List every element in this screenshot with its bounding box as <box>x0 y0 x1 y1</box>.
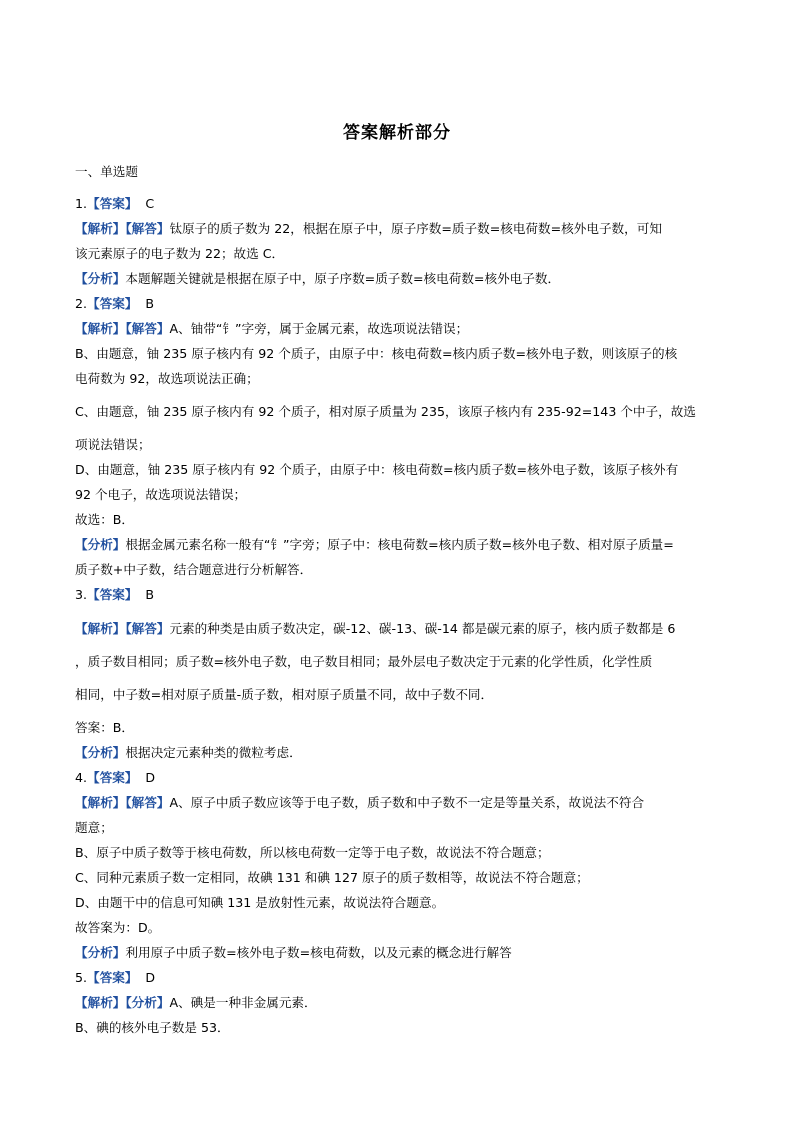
q2-d-line2: 92 个电子，故选项说法错误； <box>75 487 247 502</box>
q1-analysis <box>75 271 560 287</box>
answer-label: 【答案】 <box>87 196 138 211</box>
q2-number: 2. <box>75 296 88 311</box>
jieda-label: 【解答】 <box>125 221 170 236</box>
q4-explanation <box>75 795 644 811</box>
q4-c-line: C、同种元素质子数一定相同，故碘 131 和碘 127 原子的质子数相等，故说法不符合题意； <box>75 870 589 885</box>
q5-number: 5. <box>75 970 88 985</box>
answer-label: 【答案】 <box>87 587 138 602</box>
q3-conclusion: 答案：B． <box>75 720 135 735</box>
q4-conclusion: 故答案为：D。 <box>75 920 161 935</box>
q5-answer-line <box>75 970 155 986</box>
q2-c-line2: 项说法错误； <box>75 437 151 452</box>
q2-d-line1: D、由题意，铀 235 原子核内有 92 个质子，由原子中：核电荷数=核内质子数=核外电子数，该原子核外有 <box>75 462 679 477</box>
q1-answer: C <box>145 196 155 211</box>
jieda-label: 【解答】 <box>125 321 170 336</box>
q3-number: 3. <box>75 587 88 602</box>
q3-analysis <box>75 745 302 761</box>
q2-c-line1: C、由题意，铀 235 原子核内有 92 个质子，相对原子质量为 235，该原子核内有 235-92=143 个中子，故选 <box>75 404 696 419</box>
q5-b-line: B、碘的核外电子数是 53． <box>75 1020 230 1035</box>
q3-answer-line <box>75 587 154 603</box>
q2-fenxi-line1: 根据金属元素名称一般有“钅”字旁；原子中：核电荷数=核内质子数=核外电子数、相对原子质量= <box>125 537 674 552</box>
page-title: 答案解析部分 <box>343 123 451 143</box>
q3-jieda-line1: 元素的种类是由质子数决定，碳-12、碳-13、碳-14 都是碳元素的原子，核内质子数都是 6 <box>169 621 676 636</box>
q4-answer-line <box>75 770 155 786</box>
q2-analysis <box>75 537 674 553</box>
q4-answer: D <box>145 770 156 785</box>
q4-explanation-cont: 题意； <box>75 820 113 835</box>
jieda-label: 【解答】 <box>125 621 170 636</box>
q2-analysis-cont: 质子数+中子数，结合题意进行分析解答． <box>75 562 313 577</box>
q5-answer: D <box>145 970 156 985</box>
q2-answer-line <box>75 296 154 312</box>
jiexi-label: 【解析】 <box>75 221 126 236</box>
answer-label: 【答案】 <box>87 970 138 985</box>
q1-answer-line <box>75 196 154 212</box>
jiexi-label: 【解析】 <box>75 795 126 810</box>
q2-b-line1: B、由题意，铀 235 原子核内有 92 个质子，由原子中：核电荷数=核内质子数=核外电子数，则该原子的核 <box>75 346 678 361</box>
q4-analysis <box>75 945 512 961</box>
jiexi-label: 【解析】 <box>75 995 126 1010</box>
section-heading: 一、单选题 <box>75 164 138 179</box>
q3-explanation-line3: 相同，中子数=相对原子质量-质子数，相对原子质量不同，故中子数不同． <box>75 687 494 702</box>
q4-d-line: D、由题干中的信息可知碘 131 是放射性元素，故说法符合题意。 <box>75 895 445 910</box>
fenxi-label: 【分析】 <box>125 995 170 1010</box>
jiexi-label: 【解析】 <box>75 621 126 636</box>
fenxi-label: 【分析】 <box>75 945 126 960</box>
q3-explanation <box>75 621 675 637</box>
q2-answer: B <box>145 296 155 311</box>
q5-explanation <box>75 995 317 1011</box>
q4-b-line: B、原子中质子数等于核电荷数，所以核电荷数一定等于电子数，故说法不符合题意； <box>75 845 550 860</box>
q1-jieda-text: 钛原子的质子数为 22，根据在原子中，原子序数=质子数=核电荷数=核外电子数，可知 <box>169 221 662 236</box>
q4-jieda-line1: A、原子中质子数应该等于电子数，质子数和中子数不一定是等量关系，故说法不符合 <box>169 795 645 810</box>
q3-answer: B <box>145 587 155 602</box>
q3-fenxi-text: 根据决定元素种类的微粒考虑． <box>125 745 302 760</box>
q3-explanation-line2: ，质子数目相同；质子数=核外电子数，电子数目相同；最外层电子数决定于元素的化学性质，化学性质 <box>75 654 653 669</box>
q4-fenxi-text: 利用原子中质子数=核外电子数=核电荷数，以及元素的概念进行解答 <box>125 945 512 960</box>
jiexi-label: 【解析】 <box>75 321 126 336</box>
q1-fenxi-text: 本题解题关键就是根据在原子中，原子序数=质子数=核电荷数=核外电子数． <box>125 271 561 286</box>
q2-conclusion: 故选：B． <box>75 512 135 527</box>
q1-number: 1. <box>75 196 88 211</box>
q1-explanation <box>75 221 662 237</box>
jieda-label: 【解答】 <box>125 795 170 810</box>
q4-number: 4. <box>75 770 88 785</box>
answer-label: 【答案】 <box>87 296 138 311</box>
q5-fenxi-text: A、碘是一种非金属元素． <box>169 995 317 1010</box>
q1-explanation-cont: 该元素原子的电子数为 22；故选 C． <box>75 246 285 261</box>
q2-jieda-text: A、铀带“钅”字旁，属于金属元素，故选项说法错误； <box>169 321 469 336</box>
fenxi-label: 【分析】 <box>75 537 126 552</box>
answer-label: 【答案】 <box>87 770 138 785</box>
fenxi-label: 【分析】 <box>75 745 126 760</box>
fenxi-label: 【分析】 <box>75 271 126 286</box>
q2-b-line2: 电荷数为 92，故选项说法正确； <box>75 371 259 386</box>
q2-explanation <box>75 321 468 337</box>
